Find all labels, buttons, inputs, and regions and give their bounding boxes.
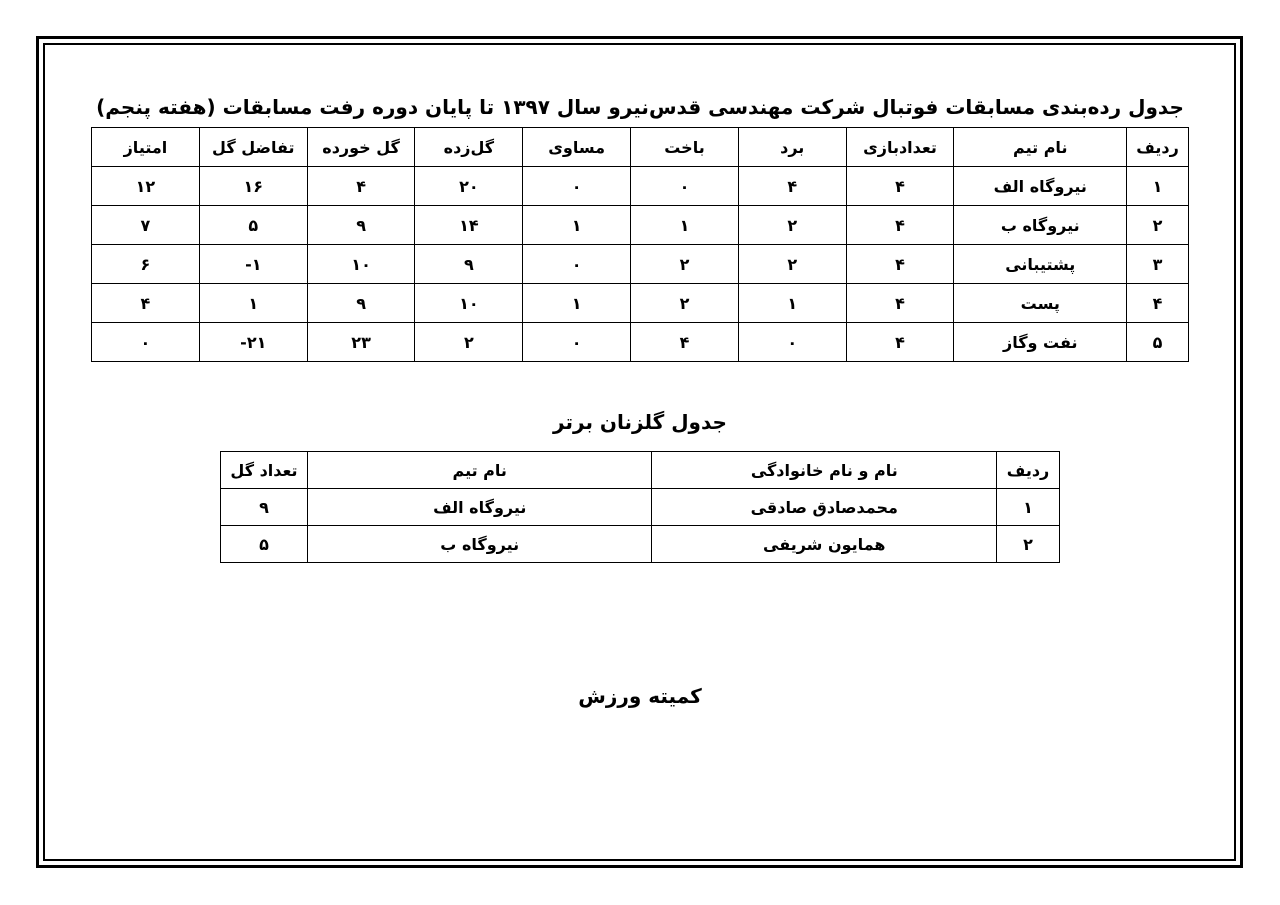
table-cell: ۱- <box>199 245 307 284</box>
table-cell: ۱ <box>523 284 631 323</box>
scorers-title: جدول گلزنان برتر <box>553 410 727 434</box>
header-cell: ردیف <box>1127 128 1189 167</box>
header-cell: گل خورده <box>307 128 415 167</box>
table-cell: ۴ <box>92 284 200 323</box>
table-cell: ۲ <box>631 284 739 323</box>
table-cell: ۴ <box>846 245 954 284</box>
header-cell: نام تیم <box>954 128 1127 167</box>
table-row <box>92 284 1189 323</box>
table-cell: ۴ <box>631 323 739 362</box>
standings-table <box>91 127 1189 362</box>
table-cell: نیروگاه ب <box>954 206 1127 245</box>
header-cell: تعداد گل <box>221 452 308 489</box>
table-cell: ۴ <box>307 167 415 206</box>
table-cell: نفت وگاز <box>954 323 1127 362</box>
table-cell: همایون شریفی <box>652 526 997 563</box>
table-cell: ۲۰ <box>415 167 523 206</box>
header-cell: امتیاز <box>92 128 200 167</box>
table-cell: ۱ <box>631 206 739 245</box>
header-cell: تفاضل گل <box>199 128 307 167</box>
table-cell: ۱۰ <box>307 245 415 284</box>
table-cell: ۱۰ <box>415 284 523 323</box>
table-cell: ۹ <box>307 206 415 245</box>
table-cell: ۵ <box>1127 323 1189 362</box>
table-cell: ۴ <box>846 284 954 323</box>
table-cell: ۹ <box>415 245 523 284</box>
table-cell: ۲ <box>738 206 846 245</box>
table-cell: ۵ <box>221 526 308 563</box>
header-cell: نام تیم <box>307 452 652 489</box>
header-cell: برد <box>738 128 846 167</box>
table-cell: ۱۶ <box>199 167 307 206</box>
table-row <box>92 167 1189 206</box>
table-cell: ۵ <box>199 206 307 245</box>
table-cell: ۲ <box>415 323 523 362</box>
table-cell: ۰ <box>738 323 846 362</box>
table-cell: ۴ <box>738 167 846 206</box>
table-cell: ۱ <box>523 206 631 245</box>
table-cell: نیروگاه الف <box>954 167 1127 206</box>
table-row <box>221 526 1060 563</box>
signature-text: کمیته ورزش <box>578 684 702 708</box>
table-cell: پست <box>954 284 1127 323</box>
header-cell: مساوی <box>523 128 631 167</box>
standings-header-row <box>92 128 1189 167</box>
table-cell: ۲ <box>631 245 739 284</box>
table-cell: ۰ <box>523 323 631 362</box>
table-cell: ۳ <box>1127 245 1189 284</box>
table-cell: ۱ <box>738 284 846 323</box>
table-cell: نیروگاه ب <box>307 526 652 563</box>
table-cell: پشتیبانی <box>954 245 1127 284</box>
table-cell: ۰ <box>523 167 631 206</box>
scorers-table <box>220 451 1060 563</box>
header-cell: نام و نام خانوادگی <box>652 452 997 489</box>
table-cell: نیروگاه الف <box>307 489 652 526</box>
table-cell: ۹ <box>221 489 308 526</box>
table-cell: محمدصادق صادقی <box>652 489 997 526</box>
table-cell: ۴ <box>1127 284 1189 323</box>
table-cell: ۴ <box>846 323 954 362</box>
table-cell: ۱ <box>997 489 1060 526</box>
table-cell: ۹ <box>307 284 415 323</box>
table-cell: ۲۱- <box>199 323 307 362</box>
header-cell: تعدادبازی <box>846 128 954 167</box>
table-cell: ۲۳ <box>307 323 415 362</box>
table-cell: ۰ <box>92 323 200 362</box>
table-cell: ۴ <box>846 167 954 206</box>
table-cell: ۱ <box>199 284 307 323</box>
table-row <box>92 245 1189 284</box>
table-cell: ۰ <box>523 245 631 284</box>
header-cell: باخت <box>631 128 739 167</box>
header-cell: ردیف <box>997 452 1060 489</box>
table-cell: ۱ <box>1127 167 1189 206</box>
table-cell: ۷ <box>92 206 200 245</box>
table-cell: ۶ <box>92 245 200 284</box>
table-row <box>92 206 1189 245</box>
page-title: جدول رده‌بندی مسابقات فوتبال شرکت مهندسی قدس‌نیرو سال ۱۳۹۷ تا پایان دوره رفت مسابقات (هفته پنجم) <box>96 95 1184 119</box>
table-cell: ۱۲ <box>92 167 200 206</box>
table-row <box>221 489 1060 526</box>
table-row <box>92 323 1189 362</box>
table-cell: ۴ <box>846 206 954 245</box>
table-cell: ۰ <box>631 167 739 206</box>
table-cell: ۲ <box>997 526 1060 563</box>
table-cell: ۲ <box>1127 206 1189 245</box>
table-cell: ۱۴ <box>415 206 523 245</box>
header-cell: گل‌زده <box>415 128 523 167</box>
table-cell: ۲ <box>738 245 846 284</box>
scorers-header-row <box>221 452 1060 489</box>
